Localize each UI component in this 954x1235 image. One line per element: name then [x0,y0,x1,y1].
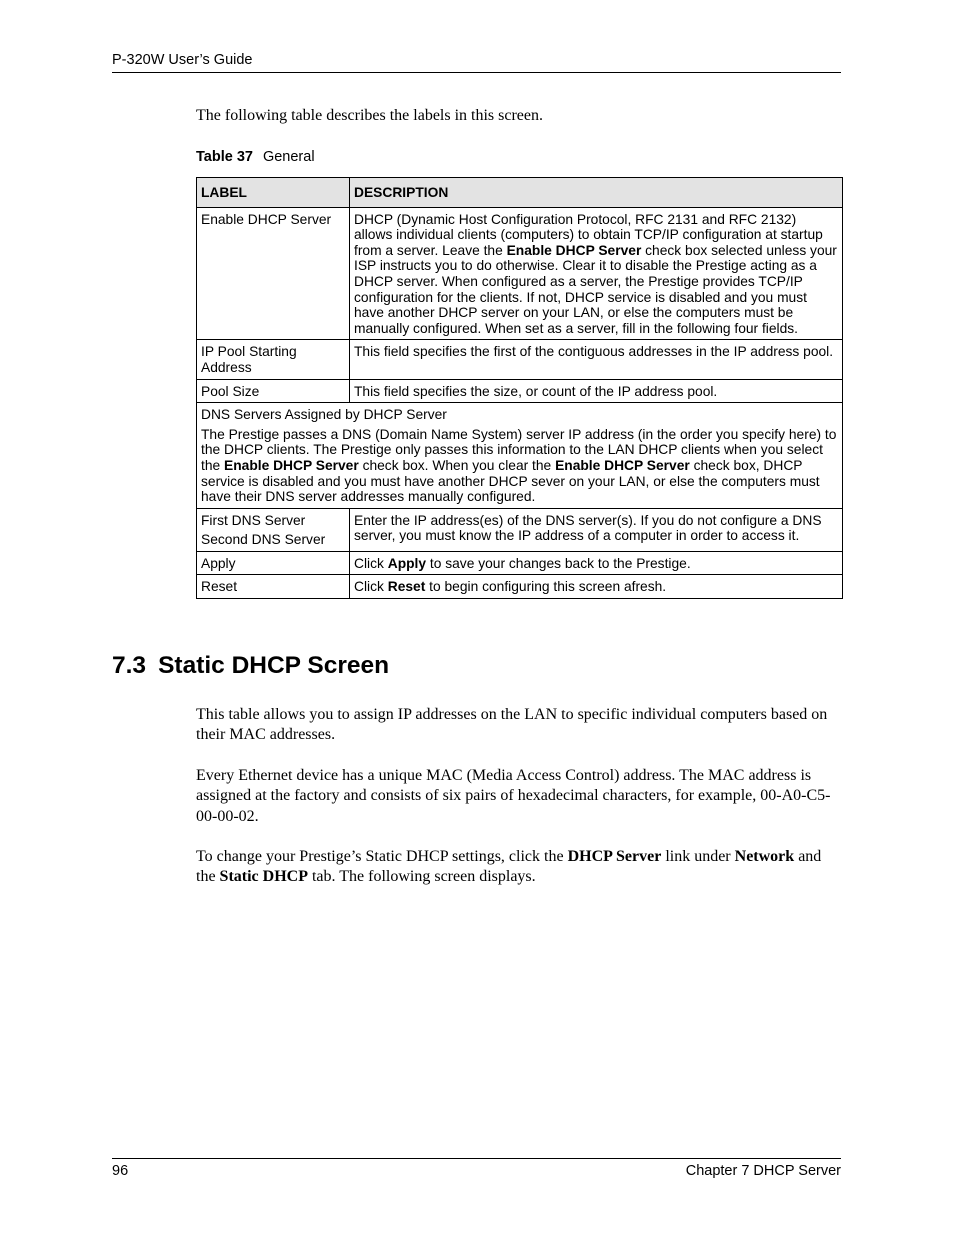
paragraph-text: This table allows you to assign IP addresses on the LAN to specific individual computers based on their MAC addresses. [196,706,828,744]
para-bold: Network [734,848,795,865]
desc-text: Click [354,579,388,595]
page-footer [112,1158,841,1185]
table-row [197,340,843,379]
section-title: Static DHCP Screen [158,652,390,679]
second-dns-label: Second DNS Server [201,532,326,548]
table-number: Table 37 [196,149,253,165]
desc-bold: Enable DHCP Server [506,242,642,258]
guide-title: P-320W User’s Guide [112,52,253,68]
desc-text: check box, DHCP service is disabled and you must have another DHCP sever on your LAN, or else the computers must have their DNS server addresses manually configured. [201,457,820,505]
desc-bold: Apply [387,555,427,571]
para-text: link under [661,848,735,865]
header-description: DESCRIPTION [350,178,843,208]
para-text: To change your Prestige’s Static DHCP settings, click the [196,848,568,865]
row-label: Enable DHCP Server [197,207,350,340]
table-row [197,551,843,575]
desc-bold: Enable DHCP Server [224,457,359,473]
desc-text: to begin configuring this screen afresh. [425,579,667,595]
dns-section-cell [197,403,843,509]
row-label: Reset [197,575,350,599]
table-header-row [197,178,843,208]
dns-section-text [201,427,838,505]
intro-text: The following table describes the labels in this screen. [196,107,544,124]
row-description [350,551,843,575]
table-caption [196,149,315,165]
header-label: LABEL [197,178,350,208]
para-text: and the [196,848,822,886]
section-number: 7.3 [112,652,147,679]
para-bold: Static DHCP [219,868,308,886]
paragraph-text [196,847,842,888]
desc-text: Click [354,555,388,571]
table-title: General [262,149,315,165]
paragraph [196,766,842,827]
first-dns-label: First DNS Server [201,512,306,528]
row-description [350,575,843,599]
paragraph [196,847,842,888]
desc-text: The Prestige passes a DNS (Domain Name System) server IP address (in the order you specify here) to the DHCP clients. The Prestige only passes this information to the LAN DHCP clients when you select the [201,426,837,473]
row-label: Pool Size [197,379,350,403]
page-number: 96 [112,1163,129,1179]
table-row [197,575,843,599]
row-description [350,207,843,340]
page-header [112,51,841,73]
desc-text: DHCP (Dynamic Host Configuration Protocol, RFC 2131 and RFC 2132) allows individual clients (computers) to obtain TCP/IP configuration at startup from a server. Leave the [354,211,823,258]
para-bold: DHCP Server [567,848,662,865]
desc-bold: Reset [387,579,426,595]
para-text: tab. The following screen displays. [307,868,536,886]
table-row [197,379,843,403]
desc-bold: Enable DHCP Server [555,457,690,473]
table-row [197,207,843,340]
row-label [197,508,350,551]
desc-text: check box selected unless your ISP instructs you to do otherwise. Clear it to disable the Prestige acting as a DHCP server. When configured as a server, the Prestige provides TCP/IP configuration for the clients. If not, DHCP service is disabled and you must have another DHCP server on your LAN, or else the computers must be manually configured. When set as a server, fill in the following four fields. [354,242,837,336]
paragraph-text: Every Ethernet device has a unique MAC (Media Access Control) address. The MAC address is assigned at the factory and consists of six pairs of hexadecimal characters, for example, 00-A0-C5-00-00-02. [196,767,831,825]
table-row [197,403,843,509]
desc-text: check box. When you clear the [358,457,556,473]
section-heading [112,652,389,680]
row-label: IP Pool Starting Address [197,340,350,379]
dns-section-heading: DNS Servers Assigned by DHCP Server [201,407,447,423]
row-description: Enter the IP address(es) of the DNS server(s). If you do not configure a DNS server, you must know the IP address of a computer in order to access it. [350,508,843,551]
table-row [197,508,843,551]
desc-text: to save your changes back to the Prestige. [426,555,691,571]
row-description: This field specifies the first of the contiguous addresses in the IP address pool. [350,340,843,379]
general-table [196,177,843,599]
paragraph [196,705,842,746]
chapter-title: Chapter 7 DHCP Server [685,1163,841,1179]
row-description: This field specifies the size, or count of the IP address pool. [350,379,843,403]
row-label: Apply [197,551,350,575]
